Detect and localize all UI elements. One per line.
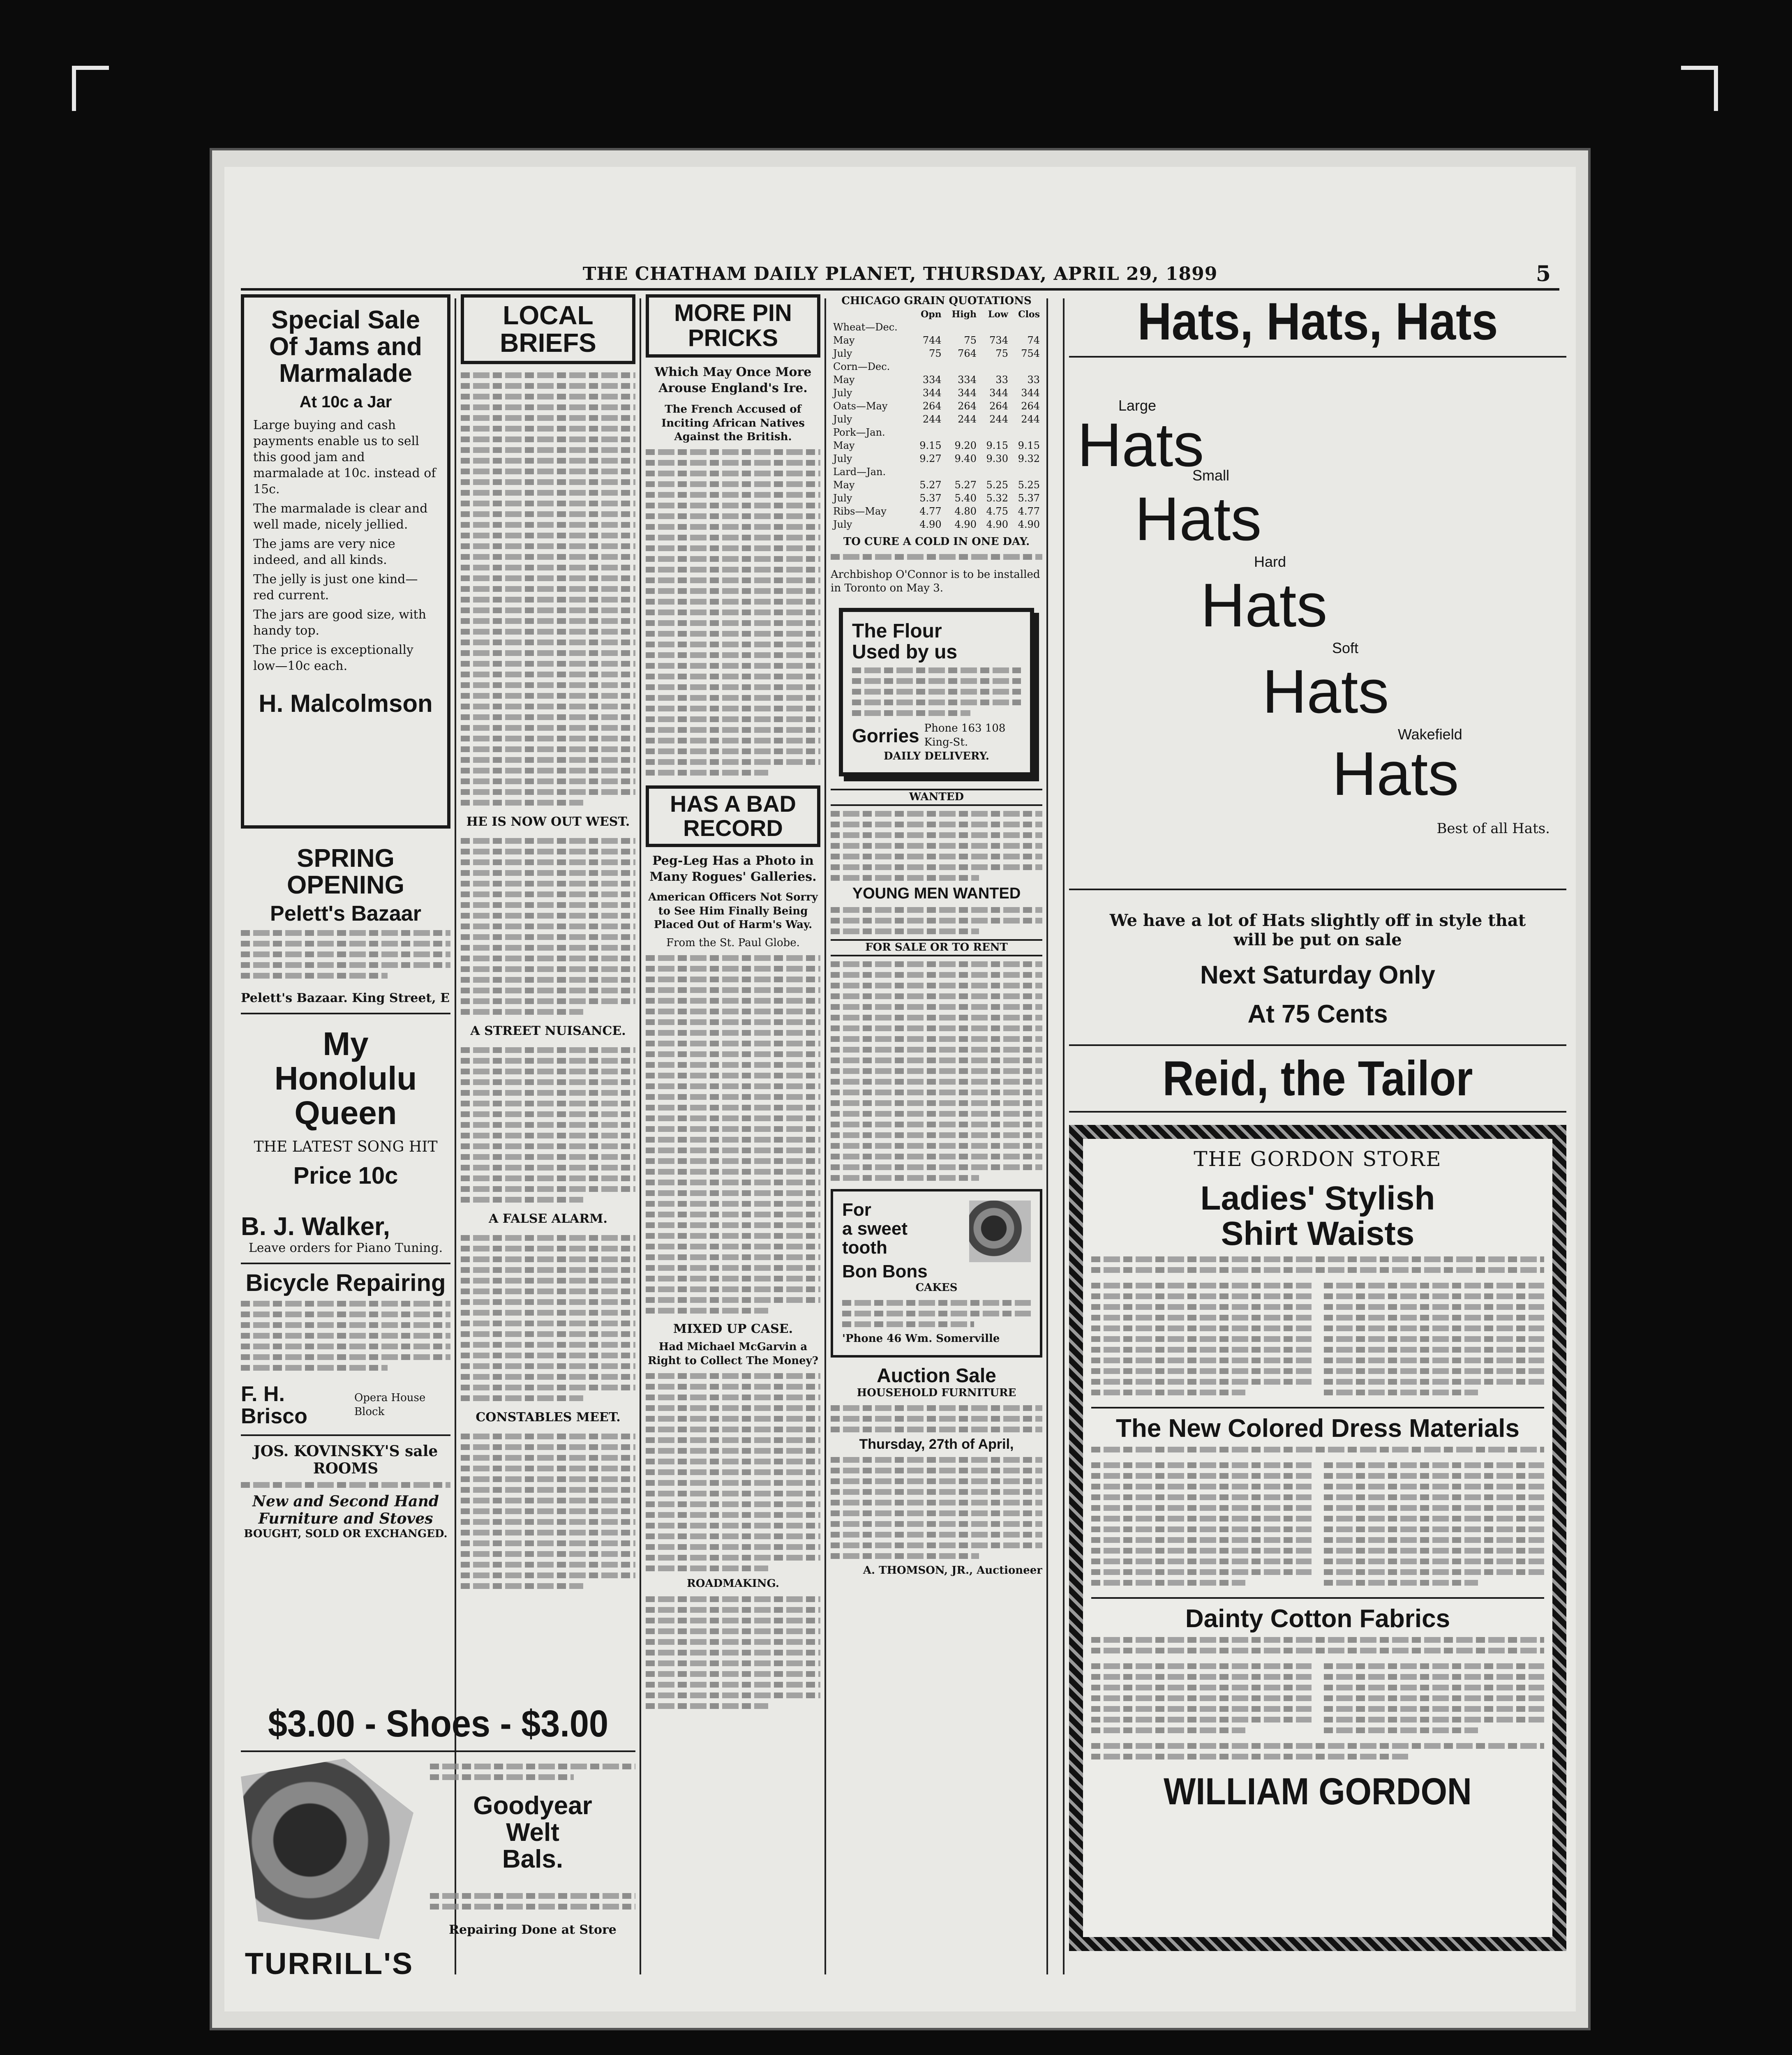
- grain-cell: 5.27: [954, 479, 977, 491]
- jam-price: At 10c a Jar: [299, 393, 392, 411]
- crop-mark-tl-h: [72, 66, 109, 70]
- gordon-heading-1: Ladies' Stylish: [1200, 1179, 1435, 1217]
- divider: [241, 1263, 450, 1264]
- column-rule-3: [824, 298, 826, 1974]
- song-title-3: Queen: [294, 1094, 397, 1131]
- grain-cell: 75: [964, 334, 977, 346]
- song-note: Leave orders for Piano Tuning.: [248, 1240, 443, 1255]
- grain-cell: 9.15: [986, 439, 1008, 451]
- grain-row-label: July: [833, 413, 852, 425]
- divider: [1069, 889, 1566, 890]
- bicycle-ad: [241, 1271, 450, 1428]
- kovinsky-heading: JOS. KOVINSKY'S sale ROOMS: [253, 1442, 438, 1477]
- grain-cell: 5.25: [986, 479, 1008, 491]
- grain-cell: 5.37: [1018, 492, 1040, 504]
- jam-body-3: The jams are very nice indeed, and all kinds.: [253, 537, 395, 568]
- jam-heading-3: Marmalade: [279, 359, 412, 388]
- grain-cell: [944, 360, 979, 373]
- shoes-heading-1: Goodyear: [473, 1791, 592, 1820]
- wanted-heading: WANTED: [831, 789, 1042, 806]
- grain-row: [831, 413, 1042, 426]
- grain-row: [831, 399, 1042, 413]
- divider: [1069, 356, 1566, 358]
- grain-cell: 5.37: [919, 492, 942, 504]
- hats-adj-small: Small: [1192, 467, 1230, 484]
- crop-mark-tl-v: [72, 66, 76, 111]
- grain-cell: 264: [958, 400, 977, 412]
- hats-word-small: Hats: [1135, 484, 1262, 554]
- sweet-line-3: tooth: [842, 1238, 887, 1258]
- flour-phone: Phone 163 108 King-St.: [924, 722, 1006, 748]
- grain-row: [831, 518, 1042, 531]
- grain-cell: 4.90: [954, 518, 977, 530]
- jam-sale-ad: [241, 294, 450, 829]
- grain-cell: 744: [922, 334, 942, 346]
- jam-signature: H. Malcolmson: [259, 690, 433, 718]
- grain-row: [831, 386, 1042, 399]
- grain-cell: 334: [922, 374, 942, 386]
- grain-cell: [1011, 426, 1042, 439]
- hats-adj-large: Large: [1118, 397, 1157, 414]
- song-subtitle: THE LATEST SONG HIT: [254, 1138, 438, 1155]
- sweet-line-2: a sweet: [842, 1219, 908, 1239]
- grain-cell: [944, 465, 979, 478]
- bad-record-title: HAS A BAD RECORD: [646, 785, 820, 847]
- grain-cell: [912, 465, 944, 478]
- grain-cell: [979, 321, 1011, 334]
- archbishop-note: Archbishop O'Connor is to be installed in Toronto on May 3.: [831, 568, 1040, 595]
- grain-cell: 244: [1021, 413, 1040, 425]
- mixed-up-deck: Had Michael McGarvin a Right to Collect The Money?: [647, 1340, 818, 1367]
- divider: [241, 1013, 450, 1014]
- bon-bons-ad: [831, 1189, 1042, 1358]
- newspaper-sheet: [224, 167, 1576, 2011]
- grain-cell: 5.25: [1018, 479, 1040, 491]
- grain-cell: 4.90: [919, 518, 942, 530]
- grain-cell: 9.20: [954, 439, 977, 451]
- pin-pricks-deck-2: The French Accused of Inciting African Natives Against the British.: [661, 403, 805, 443]
- column-4-markets: [831, 294, 1042, 1979]
- grain-row: [831, 334, 1042, 347]
- flour-heading-1: The Flour: [852, 620, 942, 642]
- auction-ad: [831, 1366, 1042, 1578]
- auction-signature: A. THOMSON, JR., Auctioneer: [863, 1564, 1042, 1577]
- grain-row-label: May: [833, 334, 855, 346]
- flour-delivery: DAILY DELIVERY.: [884, 750, 989, 762]
- grain-cell: 344: [922, 387, 942, 399]
- hats-word-large: Hats: [1077, 410, 1204, 480]
- grain-row-label: Oats—May: [833, 400, 888, 412]
- grain-row: [831, 360, 1042, 373]
- song-ad: [241, 1027, 450, 1256]
- grain-cell: 344: [989, 387, 1008, 399]
- jam-body-1: Large buying and cash payments enable us to sell this good jam and marmalade at 10c. instead of 15c.: [253, 418, 436, 497]
- grain-row: [831, 347, 1042, 360]
- hats-cascade: [1069, 364, 1566, 882]
- grain-cell: 344: [1021, 387, 1040, 399]
- hats-word-wakefield: Hats: [1332, 739, 1459, 808]
- grain-row-label: May: [833, 439, 855, 451]
- jam-body-5: The jars are good size, with handy top.: [253, 607, 426, 638]
- grain-row-label: Lard—Jan.: [833, 466, 886, 478]
- flour-signature: Gorries: [852, 725, 919, 746]
- auction-date: Thursday, 27th of April,: [859, 1436, 1014, 1452]
- gordon-heading-3: The New Colored Dress Materials: [1116, 1414, 1520, 1443]
- grain-row: [831, 321, 1042, 334]
- gordon-signature: WILLIAM GORDON: [1164, 1770, 1472, 1813]
- hats-saturday: Next Saturday Only: [1200, 961, 1435, 990]
- grain-col-open: Opn: [921, 309, 942, 320]
- grain-row-label: Corn—Dec.: [833, 360, 890, 372]
- brief-subhead-4: CONSTABLES MEET.: [476, 1410, 621, 1425]
- shoes-heading-2: Welt: [506, 1818, 559, 1847]
- grain-cell: [979, 465, 1011, 478]
- grain-cell: 264: [989, 400, 1008, 412]
- grain-cell: 4.90: [986, 518, 1008, 530]
- shoes-ad: [241, 1704, 635, 2008]
- reid-tailor: Reid, the Tailor: [1162, 1051, 1473, 1106]
- song-signature: B. J. Walker,: [241, 1212, 390, 1241]
- grain-cell: 754: [1021, 347, 1040, 359]
- gordon-store-name: THE GORDON STORE: [1194, 1147, 1442, 1171]
- bicycle-heading: Bicycle Repairing: [245, 1269, 446, 1296]
- grain-cell: 244: [989, 413, 1008, 425]
- grain-row-label: Wheat—Dec.: [833, 321, 898, 333]
- grain-cell: 74: [1027, 334, 1040, 346]
- grain-cell: 764: [958, 347, 977, 359]
- kovinsky-ad: [241, 1443, 450, 1541]
- grain-cell: 244: [922, 413, 942, 425]
- grain-row: [831, 505, 1042, 518]
- divider: [1091, 1597, 1544, 1599]
- grain-row: [831, 373, 1042, 386]
- grain-row-label: May: [833, 374, 855, 386]
- column-rule-5: [1063, 298, 1065, 1974]
- grain-row-label: July: [833, 347, 852, 359]
- sweet-signature: 'Phone 46 Wm. Somerville: [842, 1332, 1000, 1345]
- bad-record-source: From the St. Paul Globe.: [666, 937, 800, 949]
- grain-cell: 4.75: [986, 505, 1008, 517]
- column-2-local-briefs: [461, 294, 635, 1674]
- divider: [241, 1750, 635, 1752]
- page-number: 5: [1536, 261, 1551, 286]
- grain-cell: [912, 426, 944, 439]
- grain-cell: 334: [958, 374, 977, 386]
- spring-heading: SPRING OPENING: [287, 844, 404, 900]
- bicycle-signature: F. H. Brisco: [241, 1382, 307, 1429]
- grain-cell: [1011, 321, 1042, 334]
- grain-row-label: Ribs—May: [833, 505, 887, 517]
- grain-cell: [944, 321, 979, 334]
- grain-row: [831, 426, 1042, 439]
- flour-heading-2: Used by us: [852, 641, 958, 663]
- bon-bons-heading: Bon Bons: [842, 1261, 928, 1281]
- grain-cell: 4.77: [919, 505, 942, 517]
- divider: [241, 1434, 450, 1436]
- jam-body-6: The price is exceptionally low—10c each.: [253, 643, 413, 674]
- bad-record-deck-2: American Officers Not Sorry to See Him Finally Being Placed Out of Harm's Way.: [648, 891, 818, 931]
- grain-cell: 9.15: [919, 439, 942, 451]
- grain-cell: [912, 321, 944, 334]
- grain-cell: [979, 426, 1011, 439]
- crop-mark-tr-v: [1714, 66, 1718, 111]
- column-rule-4: [1046, 298, 1048, 1974]
- grain-col-close: Clos: [1018, 309, 1040, 320]
- jam-heading-2: Of Jams and: [269, 332, 423, 361]
- column-3-news: [646, 294, 820, 1979]
- hats-adj-hard: Hard: [1254, 553, 1286, 570]
- auction-heading: Auction Sale: [877, 1365, 996, 1387]
- grain-cell: [1011, 465, 1042, 478]
- grain-cell: [979, 360, 1011, 373]
- grain-row-label: July: [833, 492, 852, 504]
- jam-heading-1: Special Sale: [271, 306, 420, 334]
- hats-price: At 75 Cents: [1247, 1000, 1388, 1029]
- hats-word-soft: Hats: [1262, 657, 1389, 726]
- grain-cell: 4.77: [1018, 505, 1040, 517]
- jam-body-2: The marmalade is clear and well made, nicely jellied.: [253, 501, 428, 532]
- grain-cell: 5.40: [954, 492, 977, 504]
- song-title-2: Honolulu: [274, 1060, 417, 1097]
- grain-row-label: Pork—Jan.: [833, 426, 885, 438]
- shoes-footer: Repairing Done at Store: [449, 1922, 617, 1937]
- bad-record-deck: Peg-Leg Has a Photo in Many Rogues' Galleries.: [649, 853, 817, 884]
- newspaper-page: [210, 148, 1591, 2030]
- for-sale-heading: FOR SALE OR TO RENT: [831, 939, 1042, 956]
- song-title-1: My: [323, 1025, 369, 1062]
- hats-word-hard: Hats: [1201, 570, 1328, 640]
- brief-subhead-1: HE IS NOW OUT WEST.: [466, 815, 630, 829]
- spring-opening-ad: [241, 845, 450, 1006]
- grain-cell: 344: [958, 387, 977, 399]
- local-briefs-title: LOCAL BRIEFS: [461, 294, 635, 364]
- grain-row: [831, 492, 1042, 505]
- grain-cell: 734: [989, 334, 1008, 346]
- grain-cell: [944, 426, 979, 439]
- kovinsky-subheading: New and Second Hand Furniture and Stoves: [252, 1492, 439, 1527]
- column-1: [241, 294, 450, 1674]
- masthead-rule: [241, 288, 1559, 291]
- grain-cell: 4.90: [1018, 518, 1040, 530]
- jam-body-4: The jelly is just one kind—red current.: [253, 572, 418, 603]
- grain-cell: 244: [958, 413, 977, 425]
- column-rule-2: [640, 298, 641, 1974]
- grain-cell: 33: [1027, 374, 1040, 386]
- gordon-heading-4: Dainty Cotton Fabrics: [1185, 1604, 1450, 1633]
- grain-cell: 9.40: [954, 453, 977, 464]
- grain-row: [831, 439, 1042, 452]
- sweet-line-1: For: [842, 1199, 871, 1220]
- shoes-signature: TURRILL'S: [245, 1946, 414, 1981]
- grain-cell: 9.32: [1018, 453, 1040, 464]
- grain-cell: 5.32: [986, 492, 1008, 504]
- hats-offer: We have a lot of Hats slightly off in style that will be put on sale: [1109, 911, 1526, 950]
- grain-col-high: High: [951, 309, 977, 320]
- kovinsky-tagline: BOUGHT, SOLD OR EXCHANGED.: [244, 1527, 448, 1540]
- song-price: Price 10c: [293, 1162, 398, 1189]
- brief-subhead-3: A FALSE ALARM.: [489, 1212, 607, 1226]
- grain-cell: [912, 360, 944, 373]
- grain-row: [831, 452, 1042, 465]
- pin-pricks-title: MORE PIN PRICKS: [646, 294, 820, 358]
- spring-footer: Pelett's Bazaar. King Street, E: [241, 991, 450, 1005]
- crop-mark-tr-h: [1681, 66, 1718, 70]
- hats-adj-soft: Soft: [1332, 640, 1359, 657]
- gordon-store-ad: [1069, 1125, 1566, 1951]
- masthead: [224, 261, 1576, 286]
- masthead-title: THE CHATHAM DAILY PLANET, THURSDAY, APRIL 29, 1899: [582, 263, 1218, 284]
- auction-subheading: HOUSEHOLD FURNITURE: [857, 1387, 1016, 1399]
- grain-cell: 9.15: [1018, 439, 1040, 451]
- grain-col-low: Low: [988, 309, 1008, 320]
- grain-row: [831, 465, 1042, 478]
- gordon-heading-2: Shirt Waists: [1221, 1215, 1415, 1252]
- shoe-illustration-icon: [241, 1759, 413, 1940]
- grain-cell: 75: [929, 347, 942, 359]
- grain-cell: 264: [922, 400, 942, 412]
- young-men-wanted: YOUNG MEN WANTED: [852, 885, 1021, 903]
- spring-subheading: Pelett's Bazaar: [270, 902, 421, 926]
- brief-subhead-2: A STREET NUISANCE.: [470, 1024, 626, 1039]
- cold-cure: TO CURE A COLD IN ONE DAY.: [843, 535, 1030, 548]
- mixed-up-title: MIXED UP CASE.: [673, 1321, 793, 1336]
- grain-cell: 9.30: [986, 453, 1008, 464]
- grain-cell: 264: [1021, 400, 1040, 412]
- divider: [1069, 1111, 1566, 1113]
- shoes-headline: $3.00 - Shoes - $3.00: [268, 1703, 609, 1745]
- shoes-heading-3: Bals.: [502, 1845, 563, 1873]
- hats-adj-wakefield: Wakefield: [1398, 726, 1462, 743]
- grain-row-label: May: [833, 479, 855, 491]
- grain-row-label: July: [833, 387, 852, 399]
- grain-row-label: July: [833, 518, 852, 530]
- girl-illustration-icon: [969, 1201, 1031, 1262]
- roadmaking-title: ROADMAKING.: [687, 1577, 779, 1590]
- grain-row-label: July: [833, 453, 852, 464]
- cakes-heading: CAKES: [915, 1281, 958, 1294]
- grain-cell: 5.27: [919, 479, 942, 491]
- grain-cell: [1011, 360, 1042, 373]
- grain-table: [831, 308, 1042, 531]
- divider: [1091, 1407, 1544, 1408]
- grain-table-body: [831, 321, 1042, 531]
- grain-cell: 9.27: [919, 453, 942, 464]
- grain-cell: 4.80: [954, 505, 977, 517]
- flour-ad: [839, 608, 1034, 776]
- pin-pricks-deck: Which May Once More Arouse England's Ire.: [654, 365, 812, 395]
- grain-cell: 33: [995, 374, 1008, 386]
- column-5-ads: [1069, 294, 1566, 1979]
- divider: [1069, 1044, 1566, 1046]
- hats-headline: Hats, Hats, Hats: [1137, 294, 1498, 351]
- grain-row: [831, 478, 1042, 492]
- grain-cell: 75: [995, 347, 1008, 359]
- grain-title: CHICAGO GRAIN QUOTATIONS: [841, 295, 1032, 307]
- bicycle-signature-note: Opera House Block: [354, 1392, 426, 1418]
- hats-best: Best of all Hats.: [1436, 820, 1550, 837]
